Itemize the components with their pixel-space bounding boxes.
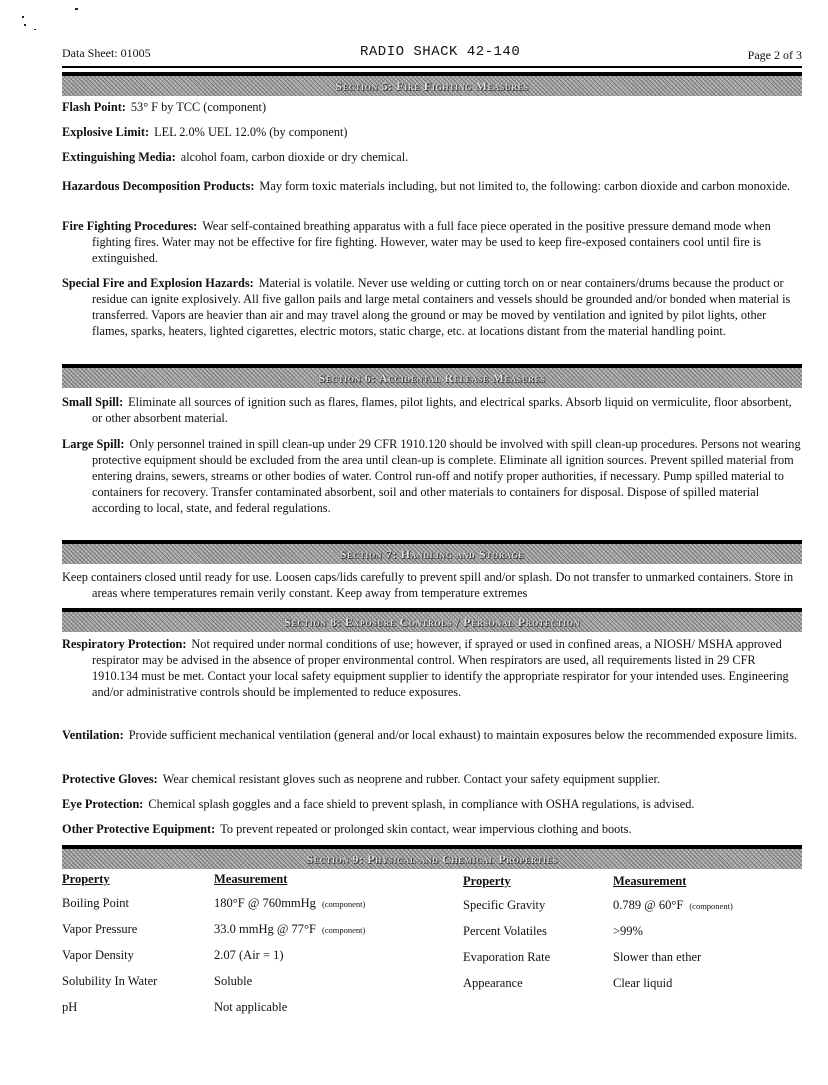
property-name: Boiling Point — [62, 896, 130, 910]
field-value: Wear self-contained breathing apparatus with a full face piece operated in the positive pressure demand mode when fighting fires. Water may not be effective for fire fighting. However, water may be used to keep fire-exposed containers cool until fire is extinguished. — [92, 219, 771, 265]
field-label: Small Spill: — [62, 395, 124, 409]
header-rule — [62, 66, 802, 68]
measurement-text: Slower than ether — [613, 950, 702, 964]
property-name: Vapor Density — [62, 948, 134, 962]
property-value — [214, 974, 252, 989]
measurement-note: (component) — [321, 899, 366, 909]
field-label: Extinguishing Media: — [62, 150, 176, 164]
flash-point — [62, 99, 802, 115]
property-name: Appearance — [463, 976, 523, 990]
section-9-header — [62, 845, 802, 869]
properties-table-left — [62, 872, 442, 1026]
property-name: Vapor Pressure — [62, 922, 138, 936]
explosive-limit — [62, 124, 802, 140]
section-6-header — [62, 364, 802, 388]
eye-protection — [62, 796, 802, 812]
field-label: Flash Point: — [62, 100, 126, 114]
respiratory-protection — [62, 636, 802, 700]
field-value: LEL 2.0% UEL 12.0% (by component) — [154, 125, 348, 139]
column-header-measurement: Measurement — [613, 874, 687, 888]
property-row — [463, 924, 803, 950]
extinguishing-media — [62, 149, 802, 165]
property-value — [613, 950, 701, 965]
ventilation — [62, 727, 802, 743]
section-title: Section 8: Exposure Controls / Personal Protection — [284, 614, 580, 629]
section-8-header — [62, 608, 802, 632]
handling-storage-text — [62, 569, 802, 601]
field-label: Protective Gloves: — [62, 772, 158, 786]
page-header — [62, 46, 802, 66]
field-label: Respiratory Protection: — [62, 637, 187, 651]
fire-fighting-procedures — [62, 218, 802, 266]
measurement-text: 0.789 @ 60°F — [613, 898, 684, 912]
field-value: 53° F by TCC (component) — [130, 100, 267, 114]
property-value — [613, 924, 643, 939]
field-value: Keep containers closed until ready for use. Loosen caps/lids carefully to prevent spill and/or splash. Do not transfer to unmarked containers. Store in areas where temperatures remain verily constant. Keep away from temperature extremes — [62, 570, 794, 600]
property-name: pH — [62, 1000, 78, 1014]
property-value — [214, 1000, 287, 1015]
field-label: Ventilation: — [62, 728, 124, 742]
column-header-measurement: Measurement — [214, 872, 288, 886]
field-value: alcohol foam, carbon dioxide or dry chemical. — [180, 150, 409, 164]
large-spill — [62, 436, 802, 516]
field-value: Not required under normal conditions of use; however, if sprayed or used in confined areas, a NIOSH/ MSHA approved respirator may be advised in the absence of proper environmental control. When respirators are used, all requirements listed in 29 CFR 1910.134 must be met. Contact your local safety equipment supplier to identify the appropriate respirator for your intended uses. Engineering and/or administrative controls should be implemented to reduce exposures. — [92, 637, 789, 699]
property-value — [613, 976, 672, 991]
field-label: Hazardous Decomposition Products: — [62, 179, 255, 193]
section-5-header — [62, 72, 802, 96]
measurement-text: Clear liquid — [613, 976, 673, 990]
property-row — [463, 898, 803, 924]
property-name: Evaporation Rate — [463, 950, 551, 964]
field-label: Eye Protection: — [62, 797, 144, 811]
field-value: Only personnel trained in spill clean-up under 29 CFR 1910.120 should be involved with spill clean-up procedures. Persons not wearing protective equipment should be excluded from the area until clean-up is complete. Eliminate all ignition sources. Prevent spilled material from entering drains, sewers, streams or other bodies of water. Control run-off and notify proper authorities, if necessary. Pump spilled material to containers for recovery. Transfer contaminated absorbent, soil and other materials to containers for disposal. Dispose of spilled material according to local, state, and federal regulations. — [92, 437, 801, 515]
section-title: Section 9: Physical and Chemical Properties — [306, 851, 558, 866]
section-7-header — [62, 540, 802, 564]
measurement-text: >99% — [613, 924, 643, 938]
measurement-text: 2.07 (Air = 1) — [214, 948, 284, 962]
field-value: Eliminate all sources of ignition such as flares, flames, pilot lights, and electrical sparks. Absorb liquid on vermiculite, floor absorbent, or other absorbent material. — [92, 395, 792, 425]
measurement-text: 180°F @ 760mmHg — [214, 896, 316, 910]
property-value — [613, 898, 733, 913]
column-header-property: Property — [463, 874, 511, 888]
measurement-note: (component) — [321, 925, 366, 935]
field-value: Material is volatile. Never use welding or cutting torch on or near containers/drums because the product or residue can ignite explosively. All five gallon pails and large metal containers and vessels should be grounded and/or bonded when material is transferred. Vapors are heavier than air and may travel along the ground or may be moved by ventilation and ignited by pilot lights, other flames, sparks, heaters, lighted cigarettes, electric motors, static charge, etc. at locations distant from the material handling point. — [92, 276, 791, 338]
field-value: To prevent repeated or prolonged skin contact, wear impervious clothing and boots. — [220, 822, 632, 836]
field-label: Fire Fighting Procedures: — [62, 219, 198, 233]
column-header-property: Property — [62, 872, 110, 886]
section-title: Section 7: Handling and Storage — [339, 546, 525, 561]
protective-gloves — [62, 771, 802, 787]
field-value: Chemical splash goggles and a face shield to prevent splash, in compliance with OSHA regulations, is advised. — [148, 797, 695, 811]
scan-speck — [75, 8, 78, 10]
measurement-text: Soluble — [214, 974, 253, 988]
special-fire-hazards — [62, 275, 802, 339]
property-name: Solubility In Water — [62, 974, 158, 988]
product-title: RADIO SHACK 42-140 — [360, 44, 521, 60]
field-label: Large Spill: — [62, 437, 125, 451]
property-name: Specific Gravity — [463, 898, 546, 912]
field-label: Other Protective Equipment: — [62, 822, 216, 836]
section-title: Section 5: Fire Fighting Measures — [335, 78, 529, 93]
scan-speck — [22, 16, 24, 18]
property-value — [214, 948, 284, 963]
measurement-text: 33.0 mmHg @ 77°F — [214, 922, 316, 936]
property-row — [463, 950, 803, 976]
property-value — [214, 896, 365, 911]
property-row — [62, 922, 442, 948]
measurement-text: Not applicable — [214, 1000, 288, 1014]
hazardous-decomposition — [62, 178, 802, 194]
field-value: Provide sufficient mechanical ventilation (general and/or local exhaust) to maintain exposures below the recommended exposure limits. — [128, 728, 798, 742]
field-value: Wear chemical resistant gloves such as neoprene and rubber. Contact your safety equipment supplier. — [162, 772, 660, 786]
small-spill — [62, 394, 802, 426]
property-row — [62, 896, 442, 922]
scan-speck — [34, 29, 36, 30]
properties-table-right — [463, 874, 803, 1002]
property-name: Percent Volatiles — [463, 924, 547, 938]
property-value — [214, 922, 365, 937]
field-label: Explosive Limit: — [62, 125, 150, 139]
section-title: Section 6: Accidental Release Measures — [318, 370, 546, 385]
measurement-note: (component) — [689, 901, 733, 911]
data-sheet-number: Data Sheet: 01005 — [62, 46, 151, 60]
field-value: May form toxic materials including, but not limited to, the following: carbon dioxide and carbon monoxide. — [259, 179, 791, 193]
property-row — [463, 976, 803, 1002]
scan-speck — [24, 24, 26, 26]
page-number: Page 2 of 3 — [747, 48, 802, 62]
property-row — [62, 1000, 442, 1026]
property-row — [62, 974, 442, 1000]
field-label: Special Fire and Explosion Hazards: — [62, 276, 254, 290]
property-row — [62, 948, 442, 974]
other-protective-equipment — [62, 821, 802, 837]
